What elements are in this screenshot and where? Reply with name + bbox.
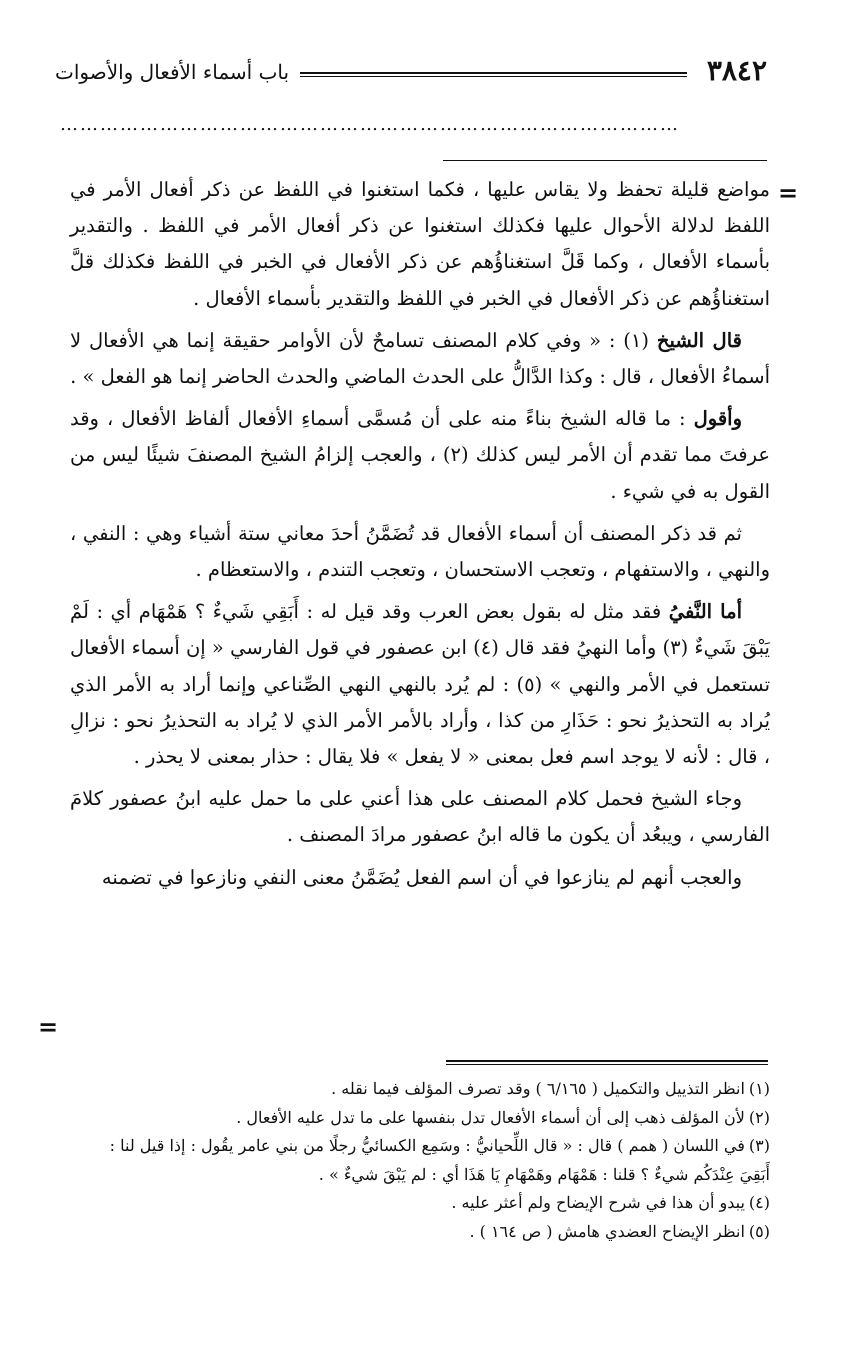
footnote-number: (٢) (748, 1107, 770, 1127)
footnote-number: (٣) (748, 1136, 770, 1155)
paragraph (70, 594, 770, 775)
footnote-text: انظر الإيضاح العضدي هامش ( ص ١٦٤ ) . (469, 1221, 745, 1241)
paragraph-lead: وأقول (693, 407, 742, 431)
footnotes (80, 1075, 770, 1246)
page-number: ٣٨٤٢ (706, 54, 767, 87)
paragraph-text: ثم قد ذكر المصنف أن أسماء الأفعال قد تُضَمَّنُ أحدَ معاني ستة أشياء وهي : النفي ، والنهي ، والاستفهام ، وتعجب الاستحسان ، وتعجب التندم ، والاستعظام . (70, 521, 770, 582)
footnote (80, 1218, 770, 1247)
footnote-number: (١) (748, 1079, 770, 1098)
paragraph (70, 172, 770, 317)
paragraph-lead: قال الشيخ (656, 328, 742, 352)
paragraph (70, 401, 770, 510)
paragraph (70, 323, 770, 395)
paragraph-text: والعجب أنهم لم ينازعوا في أن اسم الفعل يُضَمَّنُ معنى النفي ونازعوا في تضمنه (101, 865, 742, 889)
footnote (80, 1189, 770, 1218)
paragraph-text: (١) : « وفي كلام المصنف تسامحٌ لأن الأوامر حقيقة إنما هي الأفعال لا أسماءُ الأفعال ، قال : وكذا الدَّالُّ على الحدث الماضي والحدث الحاضر إنما هو الفعل » . (70, 328, 770, 389)
paragraph-text: وجاء الشيخ فحمل كلام المصنف على هذا أعني على ما حمل عليه ابنُ عصفور كلامَ الفارسي ، ويبعُد أن يكون ما قاله ابنُ عصفور مرادَ المصنف . (70, 787, 770, 847)
footnote-text: انظر التذييل والتكميل ( ٦/١٦٥ ) وقد تصرف المؤلف فيما نقله . (331, 1079, 745, 1098)
footnote-text: في اللسان ( همم ) قال : « قال اللِّحيانيُّ : وسَمِع الكسائيُّ رجلًا من بني عامر يقُول : إذا قيل لنا : أَبَقِيَ عِنْدَكُم شيءٌ ؟ قلنا : هَمْهَام وهَمْهَامِ يَا هَذَا أي : لم يَبْقَ شيءٌ » . (109, 1136, 770, 1184)
footnote-number: (٤) (748, 1193, 770, 1212)
footnote (80, 1075, 770, 1104)
paragraph-text: مواضع قليلة تحفظ ولا يقاس عليها ، فكما استغنوا في اللفظ عن ذكر أفعال الأمر في اللفظ لدلالة الأحوال عليها فكذلك استغنوا عن ذكر أفعال الأمر في اللفظ . والتقدير بأسماء الأفعال ، وكما قَلَّ استغناؤُهم عن ذكر الأفعال في الخبر في اللفظ فكذلك قلَّ استغناؤُهم عن ذكر الأفعال في الخبر في اللفظ والتقدير بأسماء الأفعال . (70, 178, 770, 310)
footnote-text: يبدو أن هذا في شرح الإيضاح ولم أعثر عليه . (451, 1193, 745, 1212)
footnote-number: (٥) (748, 1221, 770, 1241)
body-text (70, 172, 770, 902)
paragraph-text: : ما قاله الشيخ بناءً منه على أن مُسمَّى أسماءِ الأفعال ألفاظ الأفعال ، وقد عرفتَ مما تقدم أن الأمر ليس كذلك (٢) ، والعجب إلزامُ الشيخ المصنفَ شيئًا ليس من القول به في شيء . (70, 407, 770, 503)
paragraph (70, 781, 770, 853)
footnote-rule (446, 1060, 768, 1065)
paragraph-lead: أما النَّفيُ (668, 600, 742, 624)
continuation-mark-top: = (778, 178, 799, 207)
paragraph-text: فقد مثل له بقول بعض العرب وقد قيل له : أَبَقِي شَيءٌ ؟ هَمْهَام أي : لَمْ يَبْقَ شَيءٌ (٣) وأما النهيُ فقد قال (٤) ابن عصفور في قول الفارسي « إن أسماء الأفعال تستعمل في الأمر والنهي » (٥) : لم يُرد بالنهي النهي الصِّناعي وإنما أراد به الأمر الذي يُراد به التحذيرُ نحو : حَذَارِ من كذا ، وأراد بالأمر الأمر الذي لا يُراد به التحذيرُ نحو : نزالِ ، قال : لأنه لا يوجد اسم فعل بمعنى « لا يفعل » فلا يقال : حذار بمعنى لا يحذر . (70, 600, 771, 769)
page-header (55, 52, 767, 92)
ellipsis-line: ………………………………………………………………………………… (60, 114, 680, 135)
header-rule (300, 72, 687, 77)
chapter-title: باب أسماء الأفعال والأصوات (55, 60, 290, 84)
footnote (80, 1104, 770, 1133)
continuation-mark-bottom: = (38, 1012, 59, 1041)
footnote (80, 1132, 770, 1189)
paragraph (70, 516, 770, 588)
section-rule (443, 160, 767, 161)
paragraph (70, 860, 770, 896)
footnote-text: لأن المؤلف ذهب إلى أن أسماء الأفعال تدل بنفسها على ما تدل عليه الأفعال . (236, 1107, 745, 1127)
